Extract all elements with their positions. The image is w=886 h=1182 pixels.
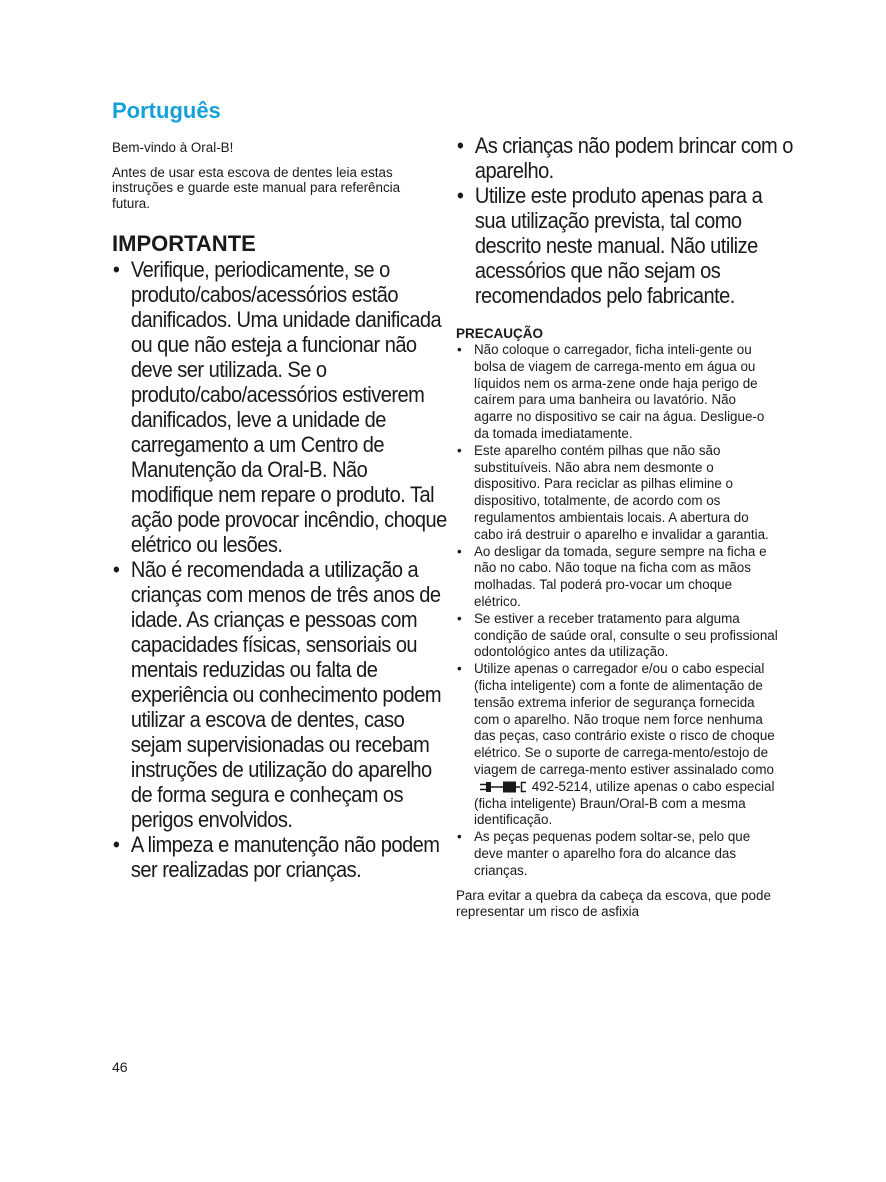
bullet-icon: • <box>457 442 462 458</box>
important-list-right <box>456 133 793 308</box>
bullet-icon: • <box>112 257 120 283</box>
bullet-icon: • <box>112 557 120 583</box>
important-item: • Utilize este produto apenas para a sua utilização prevista, tal como descrito neste manual. Não utilize acessórios que não sejam os recomendados pelo fabricante. <box>456 183 763 308</box>
bullet-icon: • <box>457 661 462 677</box>
bullet-icon: • <box>457 610 462 626</box>
page-number: 46 <box>112 1059 128 1075</box>
intro-text: Antes de usar esta escova de dentes leia estas instruções e guarde este manual para referência futura. <box>112 164 401 211</box>
bullet-icon: • <box>457 829 462 845</box>
caution-item: • Se estiver a receber tratamento para alguma condição de saúde oral, consulte o seu profissional odontológico antes da utilização. <box>457 610 778 660</box>
language-title: Português <box>112 98 221 123</box>
caution-item: • As peças pequenas podem soltar-se, pelo que deve manter o aparelho fora do alcance das crianças. <box>457 829 751 878</box>
caution-item: • Utilize apenas o carregador e/ou o cabo especial (ficha inteligente) com a fonte de alimentação de tensão extrema inferior de segurança fornecida com o aparelho. Não troque nem force nenhuma das peças, caso contrário existe o risco de choque elétrico. Se o suporte de carrega-mento/estojo de viagem de carrega-mento estiver assinalado como 492-5214, utilize apenas o cabo especial (ficha inteligente) Braun/Oral-B com a mesma identificação. <box>457 661 775 828</box>
bullet-icon: • <box>457 342 462 357</box>
caution-list <box>456 342 778 880</box>
caution-item: • Ao desligar da tomada, segure sempre na ficha e não no cabo. Não toque na ficha com as mãos molhadas. Tal poderá pro-vocar um choque elétrico. <box>457 543 767 609</box>
important-item: • As crianças não podem brincar com o aparelho. <box>456 133 793 183</box>
bullet-icon: • <box>456 133 464 158</box>
caution-item: • Não coloque o carregador, ficha inteli-gente ou bolsa de viagem de carrega-mento em água ou líquidos nem os arma-zene onde haja perigo de caírem para uma banheira ou lavatório. Não agarre no dispositivo se cair na água. Desligue-o da tomada imediatamente. <box>457 342 765 441</box>
important-list-left <box>112 257 447 883</box>
bullet-icon: • <box>112 832 120 858</box>
important-title: IMPORTANTE <box>112 231 256 257</box>
important-item: • Não é recomendada a utilização a crianças com menos de três anos de idade. As crianças e pessoas com capacidades físicas, sensoriais ou mentais reduzidas ou falta de experiência ou conhecimento podem utilizar a escova de dentes, caso sejam supervisionadas ou recebam instruções de utilização do aparelho de forma segura e conheçam os perigos envolvidos. <box>112 557 442 833</box>
bullet-icon: • <box>457 543 462 559</box>
important-item: • Verifique, periodicamente, se o produto/cabos/acessórios estão danificados. Uma unidade danificada ou que não esteja a funcionar não deve ser utilizada. Se o produto/cabo/acessórios estiverem danificados, leve a unidade de carregamento a um Centro de Manutenção da Oral-B. Não modifique nem repare o produto. Tal ação pode provocar incêndio, choque elétrico ou lesões. <box>112 257 447 558</box>
caution-item: • Este aparelho contém pilhas que não são substituíveis. Não abra nem desmonte o dispositivo. Para reciclar as pilhas elimine o dispositivo, totalmente, de acordo com os regulamentos ambientais locais. A abertura do cabo irá destruir o aparelho e invalidar a garantia. <box>457 442 769 542</box>
important-item: • A limpeza e manutenção não podem ser realizadas por crianças. <box>112 832 440 883</box>
left-column <box>112 98 447 883</box>
right-column <box>456 133 793 921</box>
plug-symbol-icon <box>478 781 528 793</box>
bullet-icon: • <box>456 183 464 208</box>
welcome-text: Bem-vindo à Oral-B! <box>112 140 234 155</box>
trailing-text: Para evitar a quebra da cabeça da escova, que pode representar um risco de asfixia <box>456 887 771 920</box>
caution-title: PRECAUÇÃO <box>456 326 544 341</box>
